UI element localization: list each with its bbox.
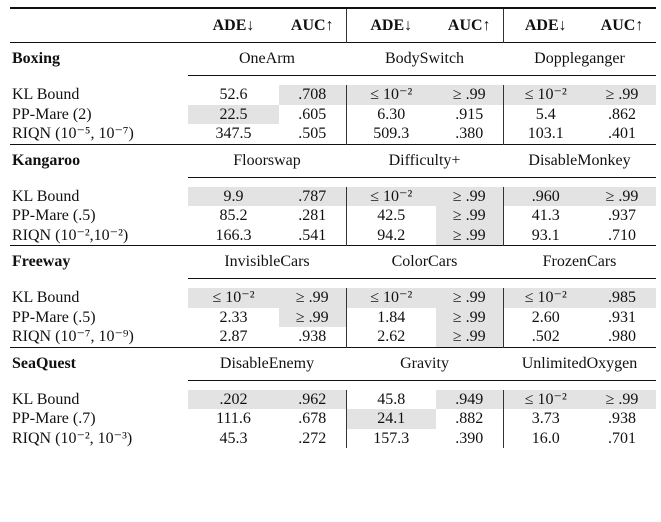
ade-cell: 93.1 <box>531 226 560 244</box>
ade-cell: .502 <box>531 328 560 346</box>
ade-cell: 9.9 <box>188 187 279 207</box>
table-row <box>10 429 656 449</box>
ade-cell: 22.5 <box>188 105 279 125</box>
auc-cell: .272 <box>279 429 346 449</box>
auc-cell: ≥ .99 <box>436 226 503 246</box>
ade-cell: 16.0 <box>531 429 560 447</box>
ade-cell: 41.3 <box>531 207 560 225</box>
ade-cell: .202 <box>188 390 279 410</box>
variant-name: Difficulty+ <box>388 151 461 169</box>
ade-cell: ≤ 10⁻² <box>188 288 279 308</box>
ade-cell: ≤ 10⁻² <box>346 288 436 308</box>
method-label: KL Bound <box>12 187 80 205</box>
table-row <box>10 187 656 207</box>
auc-cell: .541 <box>279 226 346 246</box>
header-ade-1: ADE↓ <box>212 17 255 34</box>
ade-cell: 2.62 <box>377 328 406 346</box>
variant-name: InvisibleCars <box>224 253 310 270</box>
header-blank <box>10 9 188 43</box>
ade-cell: 6.30 <box>377 105 406 123</box>
table-row <box>10 390 656 410</box>
header-ade-3: ADE↓ <box>524 17 567 34</box>
method-label: PP-Mare (2) <box>12 105 92 123</box>
group-header-row <box>10 246 656 279</box>
table-row <box>10 226 656 246</box>
ade-cell: 103.1 <box>527 125 564 143</box>
auc-cell: ≥ .99 <box>588 85 656 105</box>
ade-cell: 111.6 <box>216 410 251 428</box>
auc-cell: .701 <box>608 429 636 447</box>
group-header-row <box>10 348 656 381</box>
header-auc-3: AUC↑ <box>600 17 644 34</box>
auc-cell: .985 <box>588 288 656 308</box>
auc-cell: ≥ .99 <box>279 288 346 308</box>
auc-cell: ≥ .99 <box>588 390 656 410</box>
auc-cell: .962 <box>279 390 346 410</box>
auc-cell: .708 <box>279 85 346 105</box>
auc-cell: .915 <box>436 105 503 125</box>
auc-cell: .787 <box>279 187 346 207</box>
auc-cell: .380 <box>436 124 503 144</box>
ade-cell: ≤ 10⁻² <box>503 288 588 308</box>
ade-cell: 45.3 <box>219 429 248 447</box>
variant-name: OneArm <box>239 50 295 67</box>
method-label: KL Bound <box>12 289 80 307</box>
auc-cell: .938 <box>279 327 346 347</box>
table-row <box>10 85 656 105</box>
column-header-row <box>10 9 656 43</box>
auc-cell: .882 <box>436 409 503 429</box>
method-label: RIQN (10⁻², 10⁻³) <box>12 429 133 447</box>
ade-cell: 2.87 <box>219 328 248 346</box>
ade-cell: 24.1 <box>346 409 436 429</box>
ade-cell: ≤ 10⁻² <box>503 390 588 410</box>
method-label: KL Bound <box>12 86 80 104</box>
table-row <box>10 409 656 429</box>
auc-cell: ≥ .99 <box>436 327 503 347</box>
ade-cell: 509.3 <box>373 125 410 143</box>
auc-cell: .938 <box>608 410 636 428</box>
auc-cell: .949 <box>436 390 503 410</box>
auc-cell: .401 <box>608 125 636 143</box>
ade-cell: .960 <box>503 187 588 207</box>
method-label: KL Bound <box>12 390 80 408</box>
auc-cell: .605 <box>279 105 346 125</box>
variant-name: ColorCars <box>391 253 458 270</box>
variant-name: Gravity <box>400 354 449 372</box>
ade-cell: 52.6 <box>219 86 248 104</box>
table-row <box>10 206 656 226</box>
header-auc-1: AUC↑ <box>279 9 346 43</box>
game-name: SeaQuest <box>12 354 76 372</box>
variant-name: UnlimitedOxygen <box>521 354 638 372</box>
auc-cell: .862 <box>608 105 636 123</box>
variant-name: FrozenCars <box>542 253 617 270</box>
ade-cell: 2.33 <box>219 308 248 326</box>
header-auc-2: AUC↑ <box>436 9 503 43</box>
group-header-row <box>10 43 656 76</box>
auc-cell: .937 <box>608 207 636 225</box>
method-label: RIQN (10⁻⁵, 10⁻⁷) <box>12 125 134 143</box>
ade-cell: 166.3 <box>215 226 252 244</box>
auc-cell: .281 <box>279 206 346 226</box>
auc-cell: .931 <box>608 308 636 326</box>
ade-cell: 45.8 <box>377 390 406 408</box>
auc-cell: ≥ .99 <box>588 187 656 207</box>
variant-name: Floorswap <box>233 151 301 169</box>
auc-cell: .390 <box>436 429 503 449</box>
variant-name: Doppleganger <box>534 50 625 67</box>
ade-cell: 85.2 <box>219 207 248 225</box>
auc-cell: ≥ .99 <box>436 308 503 328</box>
method-label: RIQN (10⁻⁷, 10⁻⁹) <box>12 328 134 346</box>
group-header-row <box>10 145 656 178</box>
auc-cell: .505 <box>279 124 346 144</box>
table-row <box>10 327 656 347</box>
ade-cell: 94.2 <box>377 226 406 244</box>
ade-cell: 2.60 <box>531 308 560 326</box>
table-row <box>10 105 656 125</box>
auc-cell: ≥ .99 <box>436 206 503 226</box>
auc-cell: ≥ .99 <box>436 288 503 308</box>
ade-cell: ≤ 10⁻² <box>503 85 588 105</box>
results-table <box>10 7 656 450</box>
auc-cell: .678 <box>279 409 346 429</box>
method-label: PP-Mare (.7) <box>12 410 96 428</box>
auc-cell: .710 <box>608 226 636 244</box>
auc-cell: ≥ .99 <box>436 85 503 105</box>
ade-cell: 42.5 <box>377 207 406 225</box>
ade-cell: 1.84 <box>377 308 406 326</box>
method-label: RIQN (10⁻²,10⁻²) <box>12 226 129 244</box>
ade-cell: ≤ 10⁻² <box>346 85 436 105</box>
method-label: PP-Mare (.5) <box>12 308 96 326</box>
game-name: Freeway <box>12 253 71 271</box>
variant-name: DisableMonkey <box>528 151 631 169</box>
game-name: Kangaroo <box>12 151 81 169</box>
auc-cell: ≥ .99 <box>436 187 503 207</box>
table-row <box>10 288 656 308</box>
ade-cell: 157.3 <box>373 429 410 447</box>
ade-cell: 5.4 <box>535 105 556 123</box>
method-label: PP-Mare (.5) <box>12 207 96 225</box>
auc-cell: ≥ .99 <box>279 308 346 328</box>
table-row <box>10 308 656 328</box>
ade-cell: 347.5 <box>215 125 252 143</box>
ade-cell: 3.73 <box>531 410 560 428</box>
ade-cell: ≤ 10⁻² <box>346 187 436 207</box>
variant-name: DisableEnemy <box>219 354 315 372</box>
table-row <box>10 124 656 144</box>
variant-name: BodySwitch <box>384 50 465 67</box>
auc-cell: .980 <box>608 328 636 346</box>
header-ade-2: ADE↓ <box>370 17 413 34</box>
game-name: Boxing <box>12 50 61 68</box>
